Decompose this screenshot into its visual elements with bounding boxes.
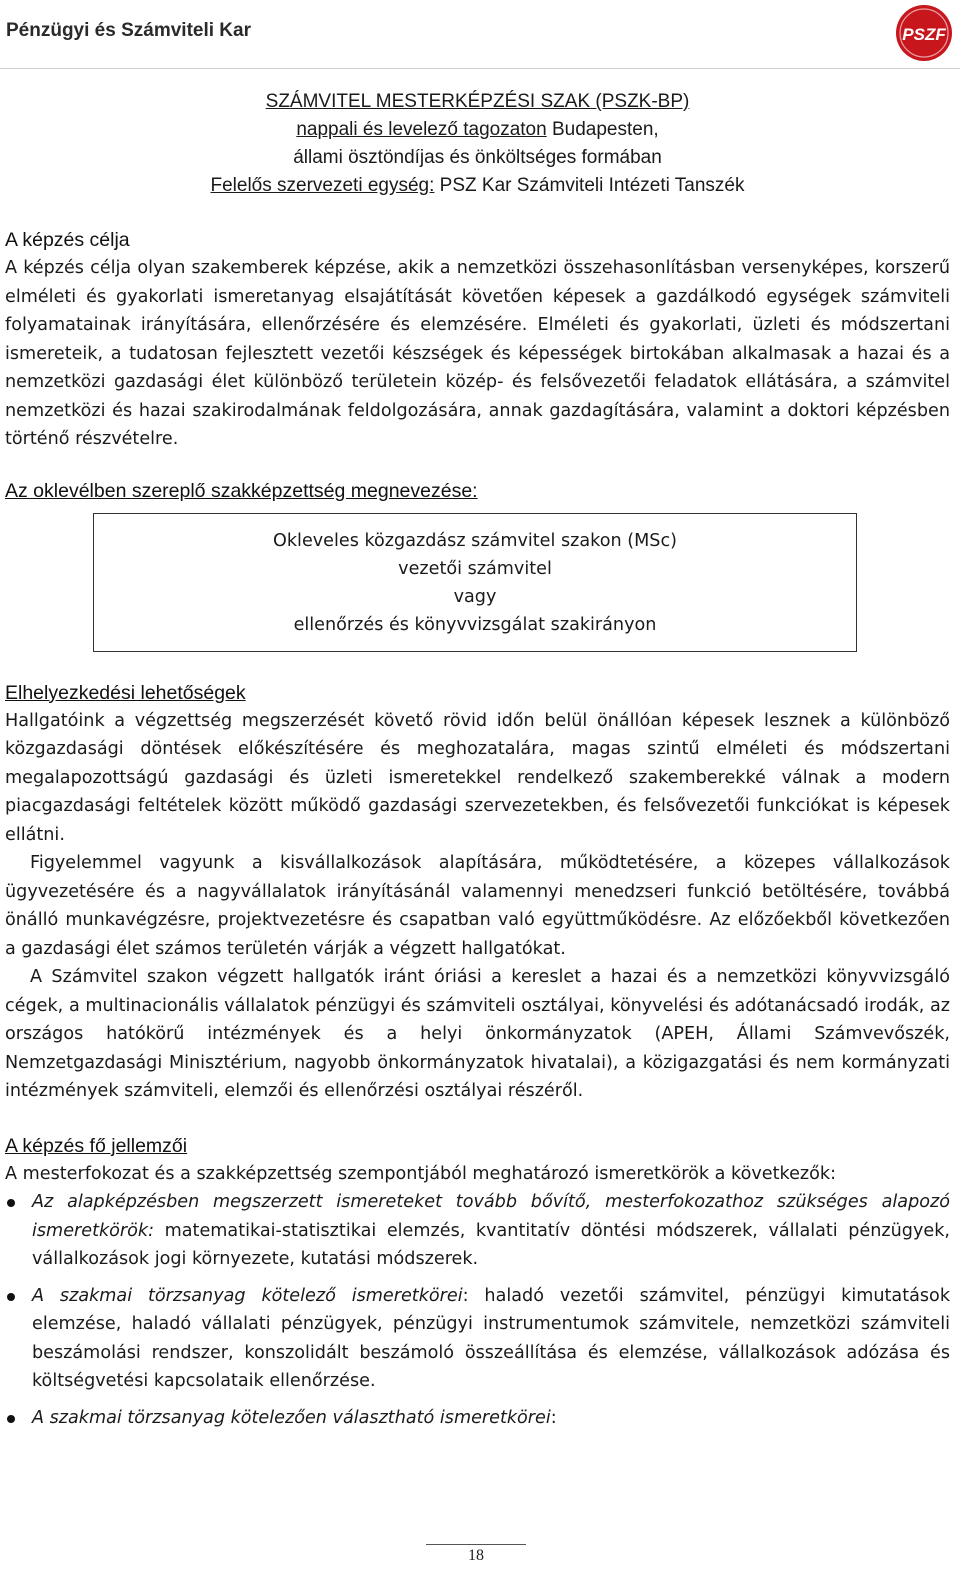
list-item-text: : haladó vezetői számvitel, pénzügyi kimutatások elemzése, haladó vállalati pénzügyek, pénzügyi instrumentumok számvitele, nemzetközi számviteli beszámolási rendszer, konszolidált beszámoló összeállítása és elemzése, vállalkozások adózása és költségvetési kapcsolataik ellenőrzése. (32, 1285, 951, 1391)
diploma-line-3: vagy (453, 586, 497, 607)
bullet-icon (7, 1199, 15, 1207)
logo-text: PSZF (902, 25, 946, 44)
program-title (5, 88, 950, 116)
program-mode-underlined: nappali és levelező tagozaton (296, 119, 547, 140)
bullet-icon (7, 1415, 15, 1423)
footer-divider (426, 1544, 526, 1545)
diploma-line-1: Okleveles közgazdász számvitel szakon (MSc) (273, 530, 677, 551)
responsible-unit-value: PSZ Kar Számviteli Intézeti Tanszék (434, 175, 745, 196)
faculty-name: Pénzügyi és Számviteli Kar (6, 20, 251, 41)
program-mode-rest: Budapesten, (546, 119, 659, 140)
responsible-unit (5, 172, 950, 200)
goal-paragraph: A képzés célja olyan szakemberek képzése, akik a nemzetközi összehasonlításban versenyképes, korszerű elméleti és gyakorlati ismeretanyag elsajátítását követően képesek a gazdálkodó egységek számviteli folyamatainak irányítására, ellenőrzésére és elemzésére. Elméleti és gyakorlati, üzleti és módszertani ismereteik, a tudatosan fejlesztett vezetői készségek és képességek birtokában alkalmasak a hazai és a nemzetközi gazdasági élet különböző területein közép- és felsővezetői feladatok ellátására, a számvitel nemzetközi és hazai szakirodalmának feldolgozására, annak gazdagítására, valamint a doktori képzésben történő részvételre. (5, 258, 950, 449)
features-heading: A képzés fő jellemzői (5, 1134, 188, 1157)
diploma-heading: Az oklevélben szereplő szakképzettség megnevezése: (5, 479, 478, 502)
list-item-italic: A szakmai törzsanyag kötelező ismeretkörei (32, 1285, 463, 1306)
list-item (5, 1404, 950, 1433)
features-list (5, 1188, 950, 1432)
diploma-line-4: ellenőrzés és könyvvizsgálat szakirányon (293, 614, 657, 635)
jobs-paragraph-2: Figyelemmel vagyunk a kisvállalkozások alapítására, működtetésére, a közepes vállalkozások ügyvezetésére és a nagyvállalatok irányításánál valamennyi menedzseri funkció betöltésére, továbbá önálló munkavégzésre, projektvezetésre és csapatban való együttműködésre. Az előzőekből következően a gazdasági élet számos területén várják a végzett hallgatókat. (5, 853, 950, 959)
responsible-unit-label: Felelős szervezeti egység: (210, 175, 435, 196)
diploma-box (93, 513, 857, 652)
page-content (5, 88, 950, 1440)
program-mode (5, 116, 950, 144)
jobs-paragraph-1: Hallgatóink a végzettség megszerzését követő rövid időn belül önállóan képesek lesznek a különböző közgazdasági döntések előkészítésére és meghozatalára, magas szintű elméleti és módszertani megalapozottságú gazdasági és üzleti ismeretekkel rendelkező szakemberekké válnak a modern piacgazdasági feltételek között működő gazdasági szervezetekben, és felsővezetői funkciókat is képesek ellátni. (5, 710, 950, 845)
jobs-paragraph-3: A Számvitel szakon végzett hallgatók iránt óriási a kereslet a hazai és a nemzetközi könyvvizsgáló cégek, a multinacionális vállalatok pénzügyi és számviteli osztályai, könyvelési és adótanácsadó irodák, az országos hatókörű intézmények és a helyi önkormányzatok (APEH, Állami Számvevőszék, Nemzetgazdasági Minisztérium, nagyobb önkormányzatok hivatalai), a közigazgatási és nem kormányzati intézmények számviteli, elemzői és ellenőrzési osztályai részéről. (5, 967, 950, 1101)
program-funding: állami ösztöndíjas és önköltséges formában (293, 147, 662, 168)
list-item (5, 1282, 950, 1396)
program-name: SZÁMVITEL MESTERKÉPZÉSI SZAK (PSZK-BP) (265, 91, 690, 112)
bullet-icon (7, 1293, 15, 1301)
page-number: 18 (468, 1547, 484, 1564)
list-item-italic: A szakmai törzsanyag kötelezően választható ismeretkörei (32, 1407, 551, 1428)
pszf-logo-icon (895, 4, 953, 62)
list-item (5, 1188, 950, 1274)
page-header (0, 0, 960, 69)
list-item-italic: Az alapképzésben megszerzett ismereteket tovább bővítő, mesterfokozathoz szükséges alapozó ismeretkörök: (32, 1192, 950, 1241)
goal-heading: A képzés célja (5, 229, 130, 251)
jobs-heading: Elhelyezkedési lehetőségek (5, 681, 246, 704)
features-intro: A mesterfokozat és a szakképzettség szempontjából meghatározó ismeretkörök a következők: (5, 1163, 837, 1184)
list-item-text: : (550, 1407, 557, 1428)
diploma-line-2: vezetői számvitel (398, 558, 552, 579)
list-item-text: matematikai-statisztikai elemzés, kvantitatív döntési módszerek, vállalati pénzügyek, vállalkozások jogi környezete, kutatási módszerek. (32, 1220, 950, 1269)
